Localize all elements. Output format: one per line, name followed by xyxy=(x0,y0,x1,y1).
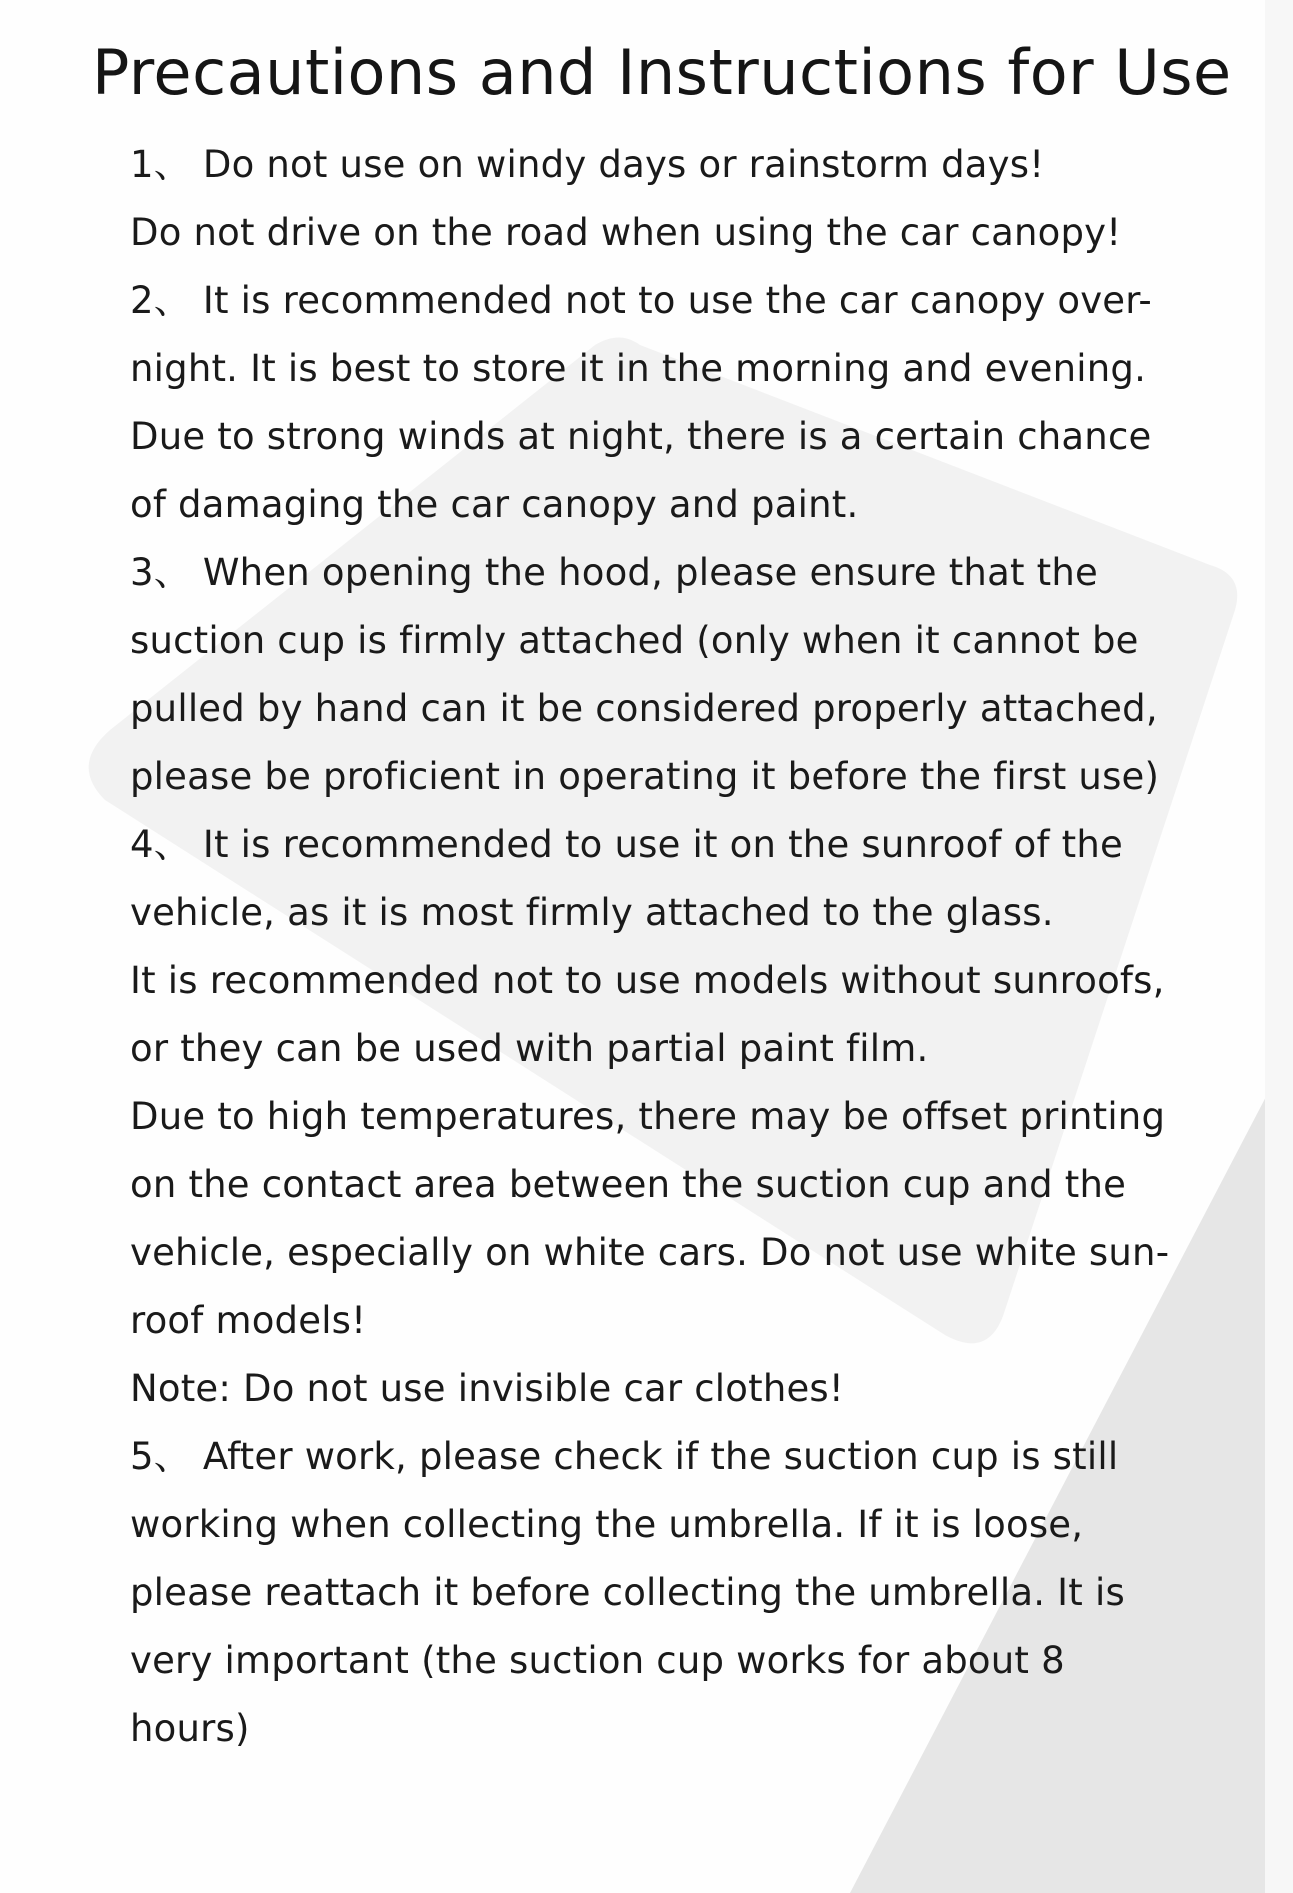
page-title: Precautions and Instructions for Use xyxy=(92,36,1232,109)
text-line: 3、 When opening the hood, please ensure that the xyxy=(130,551,1098,594)
right-edge-strip xyxy=(1265,0,1293,1893)
text-line: 2、 It is recommended not to use the car canopy over- xyxy=(130,279,1152,322)
text-line: very important (the suction cup works for about 8 xyxy=(130,1639,1065,1682)
text-line: please be proficient in operating it before the first use) xyxy=(130,755,1160,798)
text-line: night. It is best to store it in the morning and evening. xyxy=(130,347,1147,390)
text-line: 1、 Do not use on windy days or rainstorm days! xyxy=(130,143,1045,186)
text-line: It is recommended not to use models without sunroofs, xyxy=(130,959,1165,1002)
text-line: on the contact area between the suction cup and the xyxy=(130,1163,1127,1206)
text-line: Do not drive on the road when using the car canopy! xyxy=(130,211,1122,254)
text-line: pulled by hand can it be considered properly attached, xyxy=(130,687,1158,730)
text-line: or they can be used with partial paint film. xyxy=(130,1027,929,1070)
text-line: working when collecting the umbrella. If it is loose, xyxy=(130,1503,1084,1546)
text-line: Due to strong winds at night, there is a certain chance xyxy=(130,415,1152,458)
text-line: 5、 After work, please check if the suction cup is still xyxy=(130,1435,1119,1478)
text-line: Note: Do not use invisible car clothes! xyxy=(130,1367,844,1410)
text-line: vehicle, as it is most firmly attached to the glass. xyxy=(130,891,1054,934)
text-line: Due to high temperatures, there may be offset printing xyxy=(130,1095,1166,1138)
text-line: hours) xyxy=(130,1707,250,1750)
text-line: 4、 It is recommended to use it on the sunroof of the xyxy=(130,823,1123,866)
text-line: vehicle, especially on white cars. Do not use white sun- xyxy=(130,1231,1170,1274)
text-line: roof models! xyxy=(130,1299,367,1342)
text-line: suction cup is firmly attached (only when it cannot be xyxy=(130,619,1139,662)
text-line: please reattach it before collecting the umbrella. It is xyxy=(130,1571,1125,1614)
instruction-text-block xyxy=(130,131,1250,1763)
text-line: of damaging the car canopy and paint. xyxy=(130,483,859,526)
